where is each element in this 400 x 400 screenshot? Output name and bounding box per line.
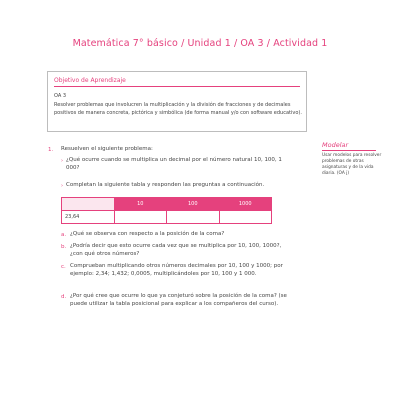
table-row-label: 23,64: [62, 211, 115, 224]
side-note-text: Usar modelos para resolver problemas de otras asignaturas y de la vida diaria. (OA j): [322, 153, 382, 177]
table-answer-cell[interactable]: [114, 211, 167, 224]
question-text: Comprueban multiplicando otros números decimales por 10, 100 y 1000; por ejemplo: 2,34; 1,432; 0,0005, multiplicándoles por 10, 100 y 1 000.: [70, 263, 283, 278]
table-row: [62, 211, 272, 224]
table-header-cell: 1000: [219, 198, 272, 211]
question-letter: a.: [61, 232, 67, 238]
question-letter: c.: [61, 264, 66, 270]
table-answer-cell[interactable]: [219, 211, 272, 224]
side-note-divider: [322, 150, 376, 151]
table-header-cell: 10: [114, 198, 167, 211]
activity-number: 1.: [48, 147, 54, 153]
bullet-text: Completan la siguiente tabla y responden las preguntas a continuación.: [66, 182, 265, 188]
table-header-cell: 100: [167, 198, 220, 211]
question-letter: b.: [61, 244, 67, 250]
table-header-cell: [62, 198, 115, 211]
question-text: ¿Por qué cree que ocurre lo que ya conjeturó sobre la posición de la coma? (se puede utilizar la tabla posicional para explicar a los compañeros del curso).: [70, 293, 287, 308]
objective-title: Objetivo de Aprendizaje: [54, 77, 126, 84]
page-title: Matemática 7° básico / Unidad 1 / OA 3 / Actividad 1: [72, 38, 328, 49]
objective-box: [47, 71, 307, 132]
bullet-arrow-icon: ›: [61, 183, 63, 189]
side-note: [322, 141, 388, 177]
bullet-arrow-icon: ›: [61, 158, 63, 164]
objective-divider: [54, 86, 300, 87]
question-letter: d.: [61, 294, 67, 300]
multiplication-table: [61, 197, 272, 224]
question-text: ¿Qué se observa con respecto a la posición de la coma?: [70, 231, 225, 237]
objective-text: Resolver problemas que involucren la multiplicación y la división de fracciones y de decimales positivos de manera concreta, pictórica y simbólica (de forma manual y/o con software educativo).: [54, 102, 302, 116]
question-text: ¿Podría decir que esto ocurre cada vez que se multiplica por 10, 100, 1000?, ¿con qué otros números?: [70, 243, 282, 258]
side-note-title: Modelar: [322, 141, 349, 149]
objective-code: OA 3: [54, 93, 67, 99]
bullet-text: ¿Qué ocurre cuando se multiplica un decimal por el número natural 10, 100, 1 000?: [66, 157, 282, 172]
table-answer-cell[interactable]: [167, 211, 220, 224]
activity-intro: Resuelven el siguiente problema:: [61, 146, 153, 152]
table-header-row: [62, 198, 272, 211]
